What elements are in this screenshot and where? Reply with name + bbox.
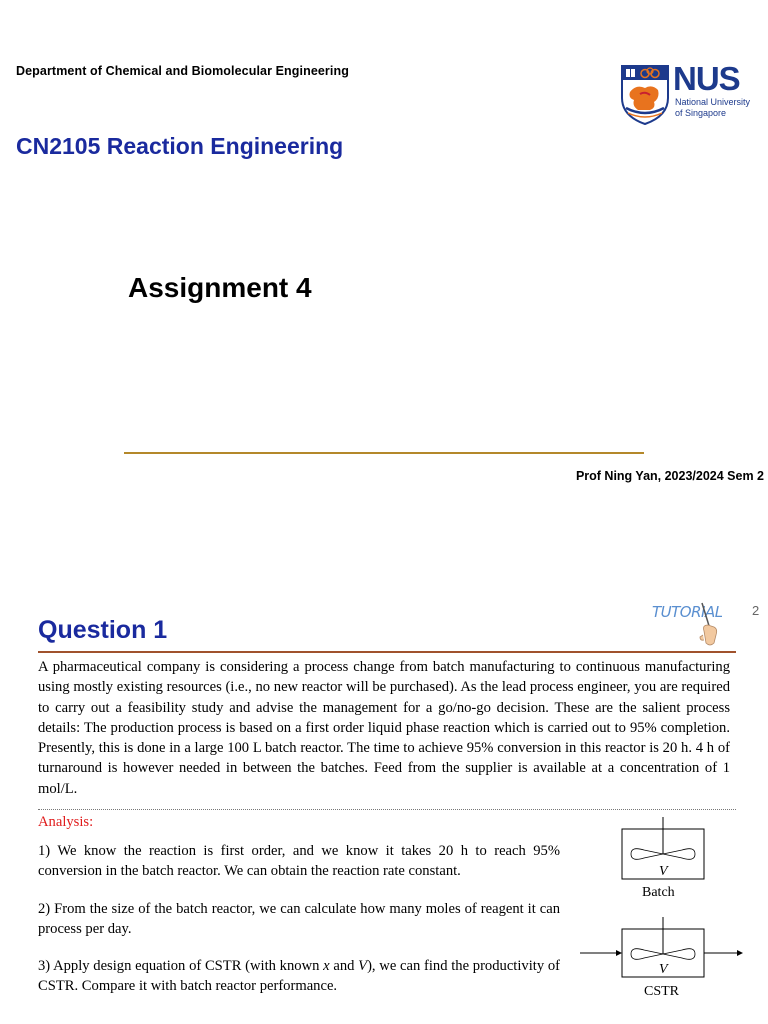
reactor-diagram [576, 813, 756, 1003]
dotted-separator [38, 809, 736, 810]
problem-statement: A pharmaceutical company is considering a process change from batch manufacturing to continuous manufacturing using mostly existing resources (i.e., no new reactor will be purchased). As the lead process engineer, you are required to carry out a feasibility study and advise the management for a go/no-go decision. These are the salient process details: The production process is based on a first order liquid phase reaction which is carried out to 95% completion. Presently, this is done in a large 100 L batch reactor. The time to achieve 95% conversion in this reactor is 20 h. 4 h of turnaround is however needed in between the batches. Feed from the supplier is available at a concentration of 1 mol/L. [38, 659, 730, 797]
reactor-diagram-svg [576, 813, 756, 1003]
nus-name-line2: of Singapore [675, 108, 727, 118]
cstr-outlet-arrow-icon [737, 950, 743, 956]
step3-var-v: V [358, 958, 368, 974]
assignment-title: Assignment 4 [128, 272, 312, 303]
tutorial-hand-icon [650, 595, 722, 649]
nus-acronym: NUS [673, 60, 740, 97]
step3-var-x: x [323, 958, 330, 974]
analysis-step-3 [38, 957, 560, 996]
course-title: CN2105 Reaction Engineering [16, 133, 344, 159]
cstr-label: CSTR [644, 984, 680, 999]
nus-name-line1: National University [675, 97, 751, 107]
step3-text-b: and [329, 958, 359, 974]
analysis-step-2: 2) From the size of the batch reactor, we can calculate how many moles of reagent it can process per day. [38, 901, 560, 937]
step3-text-c: ), we can find the productivity of CSTR. Compare it with batch reactor performance. [38, 958, 560, 994]
cstr-volume-symbol: V [659, 962, 668, 977]
department-name: Department of Chemical and Biomolecular Engineering [16, 64, 349, 78]
tutorial-badge-text: TUTORIAL [652, 603, 722, 621]
nus-logo [620, 62, 762, 130]
title-divider [124, 452, 644, 454]
analysis-step-1: 1) We know the reaction is first order, and we know it takes 20 h to reach 95% conversion in the batch reactor. We can obtain the reaction rate constant. [38, 843, 560, 879]
tutorial-badge [650, 595, 722, 649]
instructor-line: Prof Ning Yan, 2023/2024 Sem 2 [575, 469, 764, 483]
cstr-inlet-arrow-icon [616, 950, 622, 956]
batch-volume-symbol: V [659, 864, 668, 879]
question-title: Question 1 [38, 616, 168, 644]
batch-label: Batch [642, 885, 675, 900]
question-divider [38, 651, 736, 653]
slide-number: 2 [752, 603, 760, 618]
analysis-label: Analysis: [38, 814, 94, 830]
step3-text-a: 3) Apply design equation of CSTR (with known [38, 958, 324, 974]
nus-crest-icon [620, 64, 670, 126]
